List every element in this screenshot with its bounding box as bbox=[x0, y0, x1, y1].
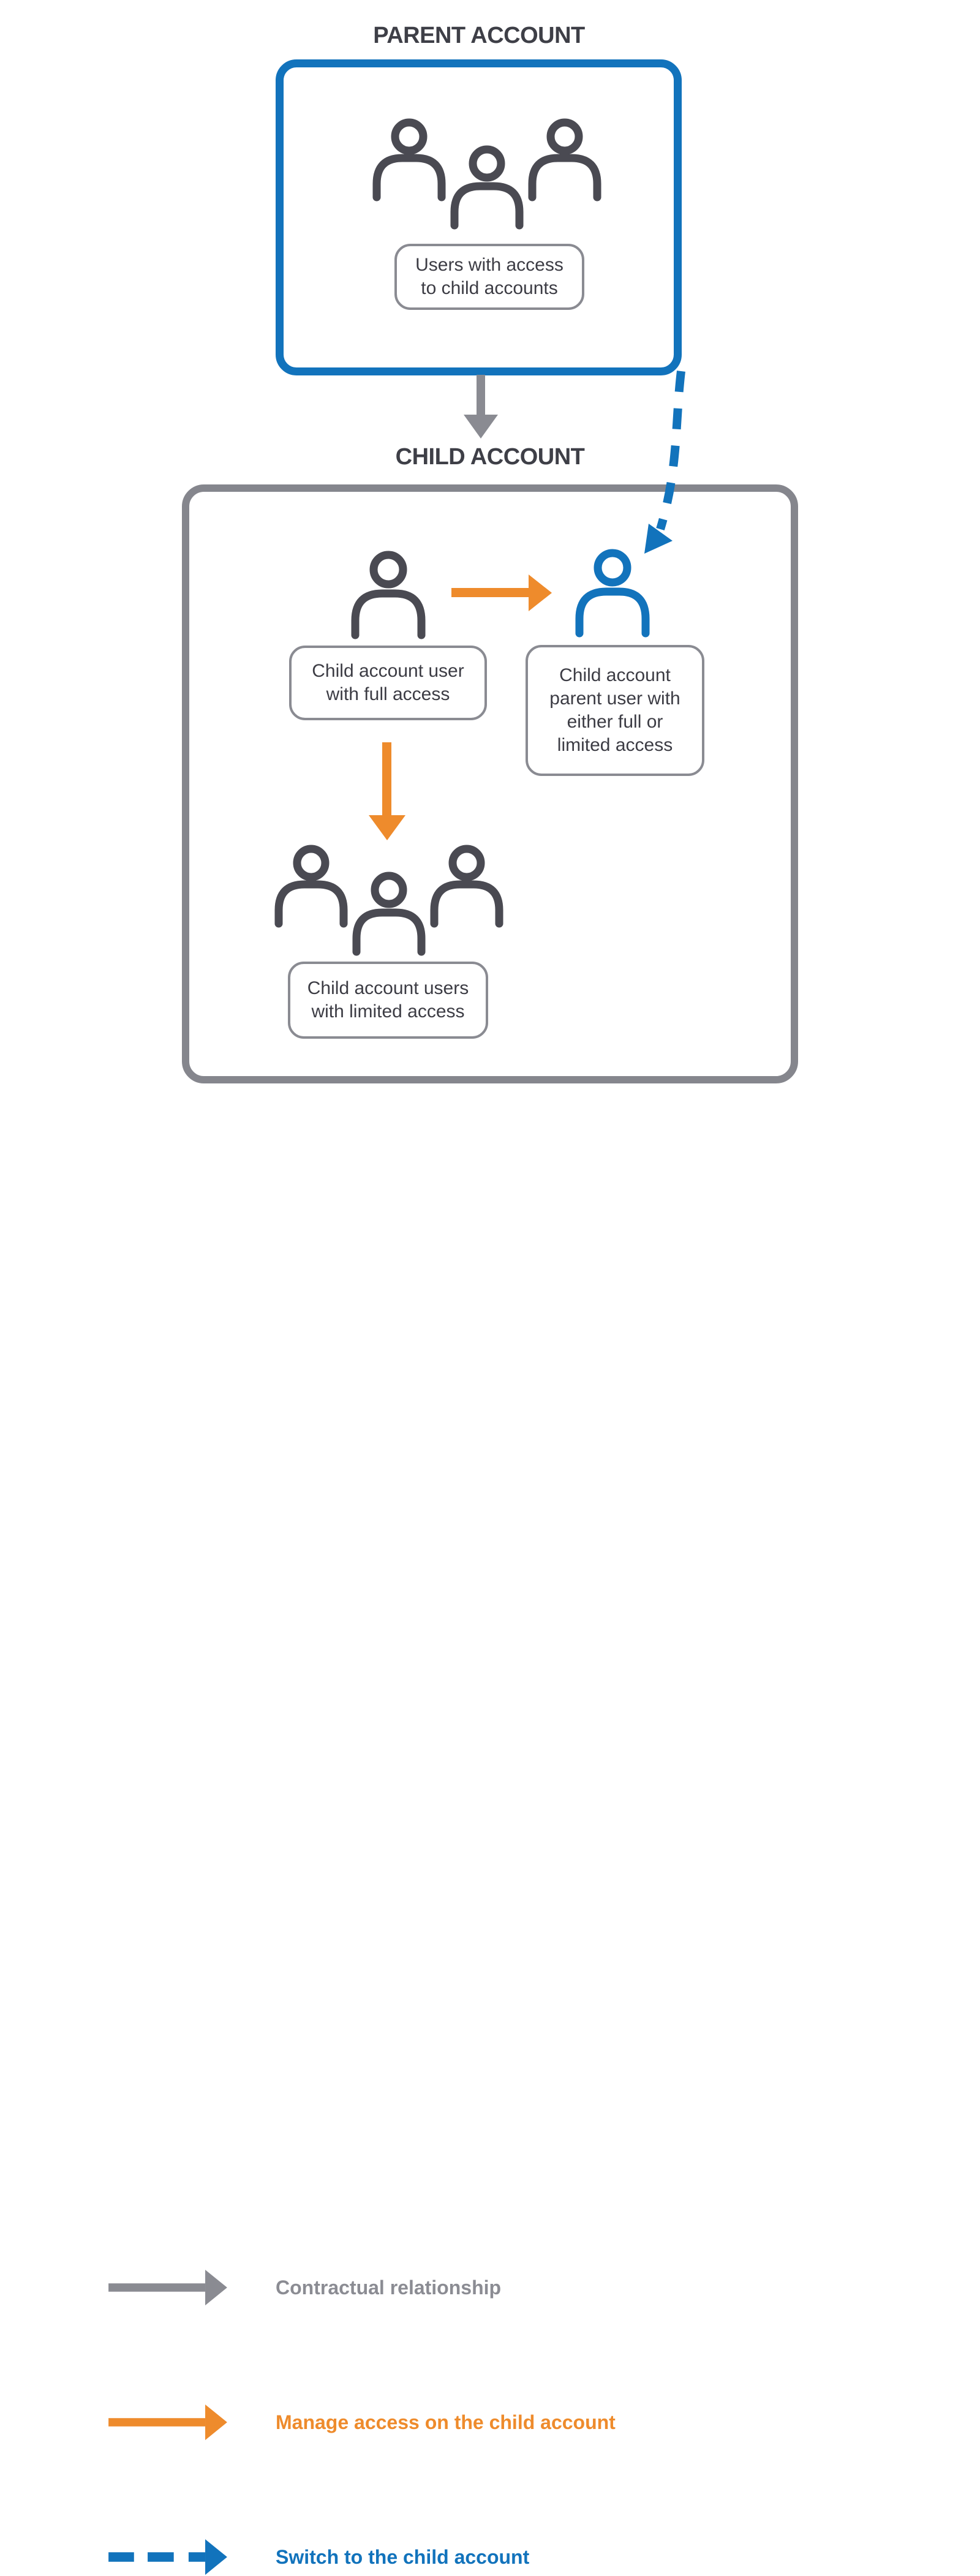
gray-arrow-icon bbox=[107, 2269, 228, 2307]
blue-dashed-arrow-icon bbox=[107, 2538, 228, 2576]
label-line: Child account user bbox=[312, 661, 464, 681]
legend-label-manage-access: Manage access on the child account bbox=[276, 2411, 616, 2433]
label-line: limited access bbox=[557, 735, 673, 755]
parent-account-title: PARENT ACCOUNT bbox=[373, 23, 585, 48]
child-account-title: CHILD ACCOUNT bbox=[395, 444, 585, 470]
label-line: Child account users bbox=[307, 978, 469, 998]
legend-label-contractual: Contractual relationship bbox=[276, 2277, 502, 2299]
users-group-icon bbox=[371, 115, 603, 230]
label-line: with full access bbox=[326, 684, 450, 704]
user-full-access-icon bbox=[347, 549, 430, 640]
label-line: either full or bbox=[567, 712, 663, 732]
child-account-box bbox=[182, 484, 798, 1083]
label-line: parent user with bbox=[549, 688, 680, 709]
legend-label-switch-account: Switch to the child account bbox=[276, 2546, 530, 2568]
label-line: Child account bbox=[559, 665, 671, 685]
parent-user-label bbox=[526, 645, 704, 776]
label-line: to child accounts bbox=[421, 278, 558, 298]
limited-access-label bbox=[288, 962, 488, 1039]
users-group-limited-icon bbox=[273, 842, 505, 957]
contractual-relationship-arrow bbox=[464, 375, 498, 439]
user-parent-blue-icon bbox=[571, 548, 654, 638]
label-line: Users with access bbox=[415, 255, 564, 275]
label-line: with limited access bbox=[311, 1001, 465, 1022]
orange-arrow-icon bbox=[107, 2403, 228, 2441]
full-access-label bbox=[289, 646, 487, 720]
parent-users-label bbox=[394, 244, 584, 310]
